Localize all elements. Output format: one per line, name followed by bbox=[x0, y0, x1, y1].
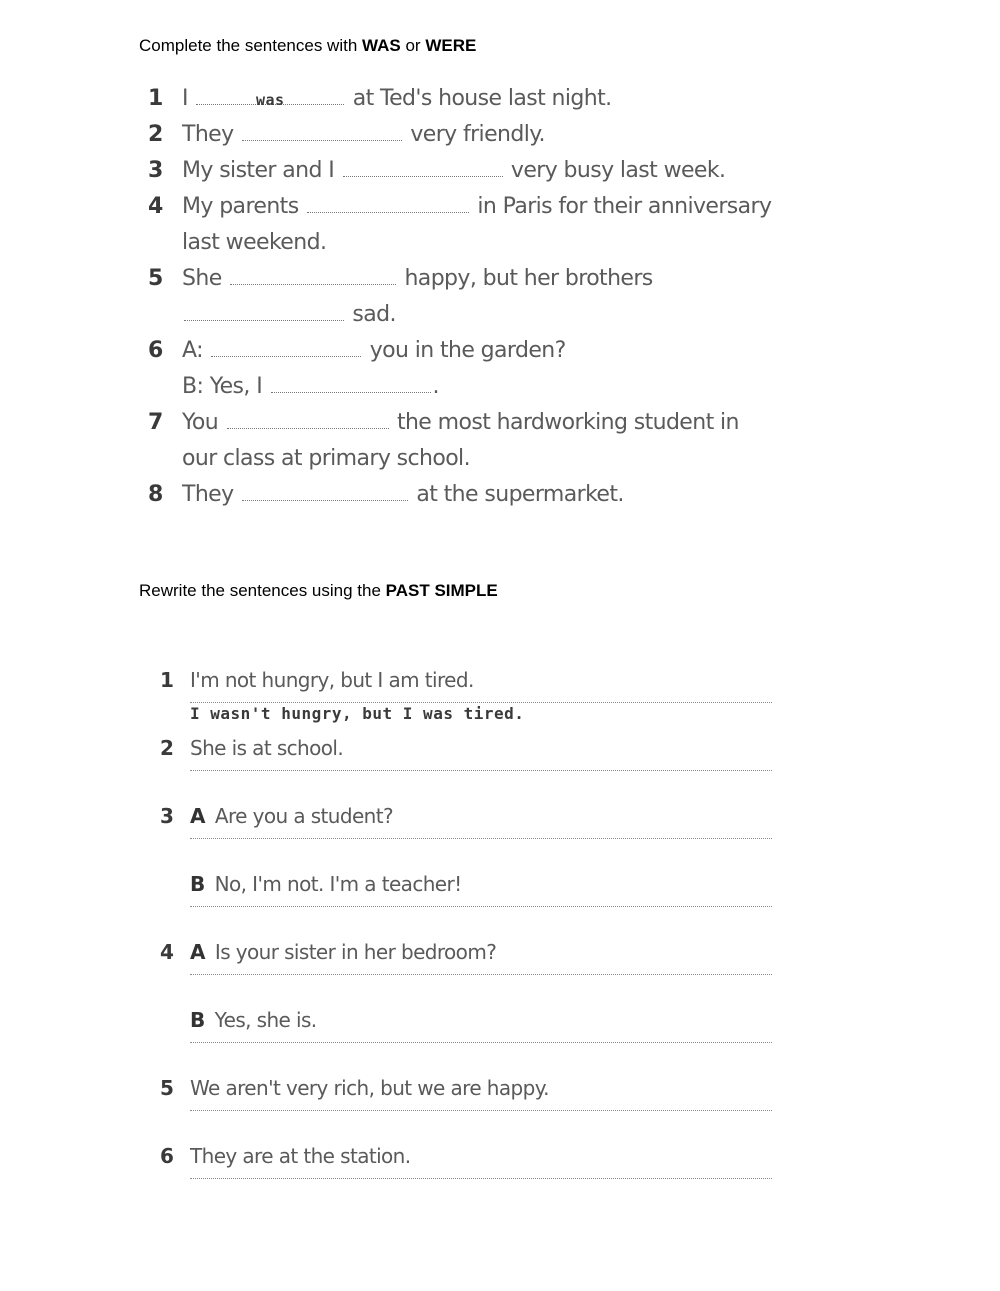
item-text: My sister and I bbox=[182, 158, 335, 183]
item-text: at the supermarket. bbox=[416, 482, 624, 507]
handwritten-answer: was bbox=[256, 91, 285, 109]
item-text: They bbox=[182, 122, 234, 147]
answer-line[interactable] bbox=[190, 838, 772, 839]
item-number: 4 bbox=[148, 194, 163, 219]
instruction-keyword-were: WERE bbox=[425, 36, 477, 55]
item-text: very busy last week. bbox=[510, 158, 726, 183]
item-text: the most hardworking student in bbox=[396, 410, 739, 435]
item-number: 1 bbox=[148, 86, 163, 111]
instruction-keyword-past-simple: PAST SIMPLE bbox=[385, 581, 498, 600]
item-text: You bbox=[182, 410, 219, 435]
item-text: at Ted's house last night. bbox=[352, 86, 612, 111]
answer-line[interactable] bbox=[190, 702, 772, 703]
handwritten-answer: I wasn't hungry, but I was tired. bbox=[190, 704, 525, 723]
item-text: our class at primary school. bbox=[182, 446, 470, 471]
item-text: . bbox=[432, 374, 439, 399]
instruction-text: Rewrite the sentences using the bbox=[139, 581, 386, 600]
item-text: They bbox=[182, 482, 234, 507]
item-text: you in the garden? bbox=[369, 338, 566, 363]
answer-line[interactable] bbox=[190, 770, 772, 771]
item-number: 5 bbox=[160, 1076, 174, 1100]
instruction-keyword-was: WAS bbox=[362, 36, 401, 55]
item-number: 5 bbox=[148, 266, 163, 291]
speaker-label: B bbox=[190, 1008, 205, 1032]
prompt-text: Are you a student? bbox=[214, 804, 394, 828]
item-text: I bbox=[182, 86, 188, 111]
prompt-sentence: They are at the station. bbox=[190, 1144, 411, 1168]
item-text: She bbox=[182, 266, 222, 291]
instruction-text: or bbox=[400, 36, 426, 55]
answer-line[interactable] bbox=[190, 1110, 772, 1111]
item-number: 1 bbox=[160, 668, 174, 692]
prompt-text: Yes, she is. bbox=[214, 1008, 317, 1032]
item-text: in Paris for their anniversary bbox=[477, 194, 772, 219]
item-text: very friendly. bbox=[410, 122, 545, 147]
prompt-sentence bbox=[190, 804, 393, 828]
prompt-sentence: She is at school. bbox=[190, 736, 344, 760]
speaker-label: B bbox=[190, 872, 205, 896]
item-number: 6 bbox=[160, 1144, 174, 1168]
item-number: 3 bbox=[160, 804, 174, 828]
prompt-sentence bbox=[190, 1008, 317, 1032]
prompt-sentence: I'm not hungry, but I am tired. bbox=[190, 668, 474, 692]
item-number: 4 bbox=[160, 940, 174, 964]
prompt-sentence: We aren't very rich, but we are happy. bbox=[190, 1076, 549, 1100]
item-number: 2 bbox=[148, 122, 163, 147]
speaker-label: A bbox=[190, 940, 205, 964]
item-number: 8 bbox=[148, 482, 163, 507]
item-number: 3 bbox=[148, 158, 163, 183]
prompt-text: No, I'm not. I'm a teacher! bbox=[214, 872, 462, 896]
prompt-sentence bbox=[190, 940, 496, 964]
speaker-label: A bbox=[190, 804, 205, 828]
item-number: 7 bbox=[148, 410, 163, 435]
answer-line[interactable] bbox=[190, 906, 772, 907]
item-text: B: Yes, I bbox=[182, 374, 263, 399]
item-number: 6 bbox=[148, 338, 163, 363]
answer-line[interactable] bbox=[190, 1178, 772, 1179]
answer-line[interactable] bbox=[190, 1042, 772, 1043]
item-text: sad. bbox=[352, 302, 396, 327]
item-text: last weekend. bbox=[182, 230, 327, 255]
answer-line[interactable] bbox=[190, 974, 772, 975]
item-text: My parents bbox=[182, 194, 299, 219]
item-number: 2 bbox=[160, 736, 174, 760]
prompt-sentence bbox=[190, 872, 462, 896]
item-text: A: bbox=[182, 338, 203, 363]
instruction-text: Complete the sentences with bbox=[139, 36, 363, 55]
item-text: happy, but her brothers bbox=[404, 266, 653, 291]
prompt-text: Is your sister in her bedroom? bbox=[214, 940, 497, 964]
